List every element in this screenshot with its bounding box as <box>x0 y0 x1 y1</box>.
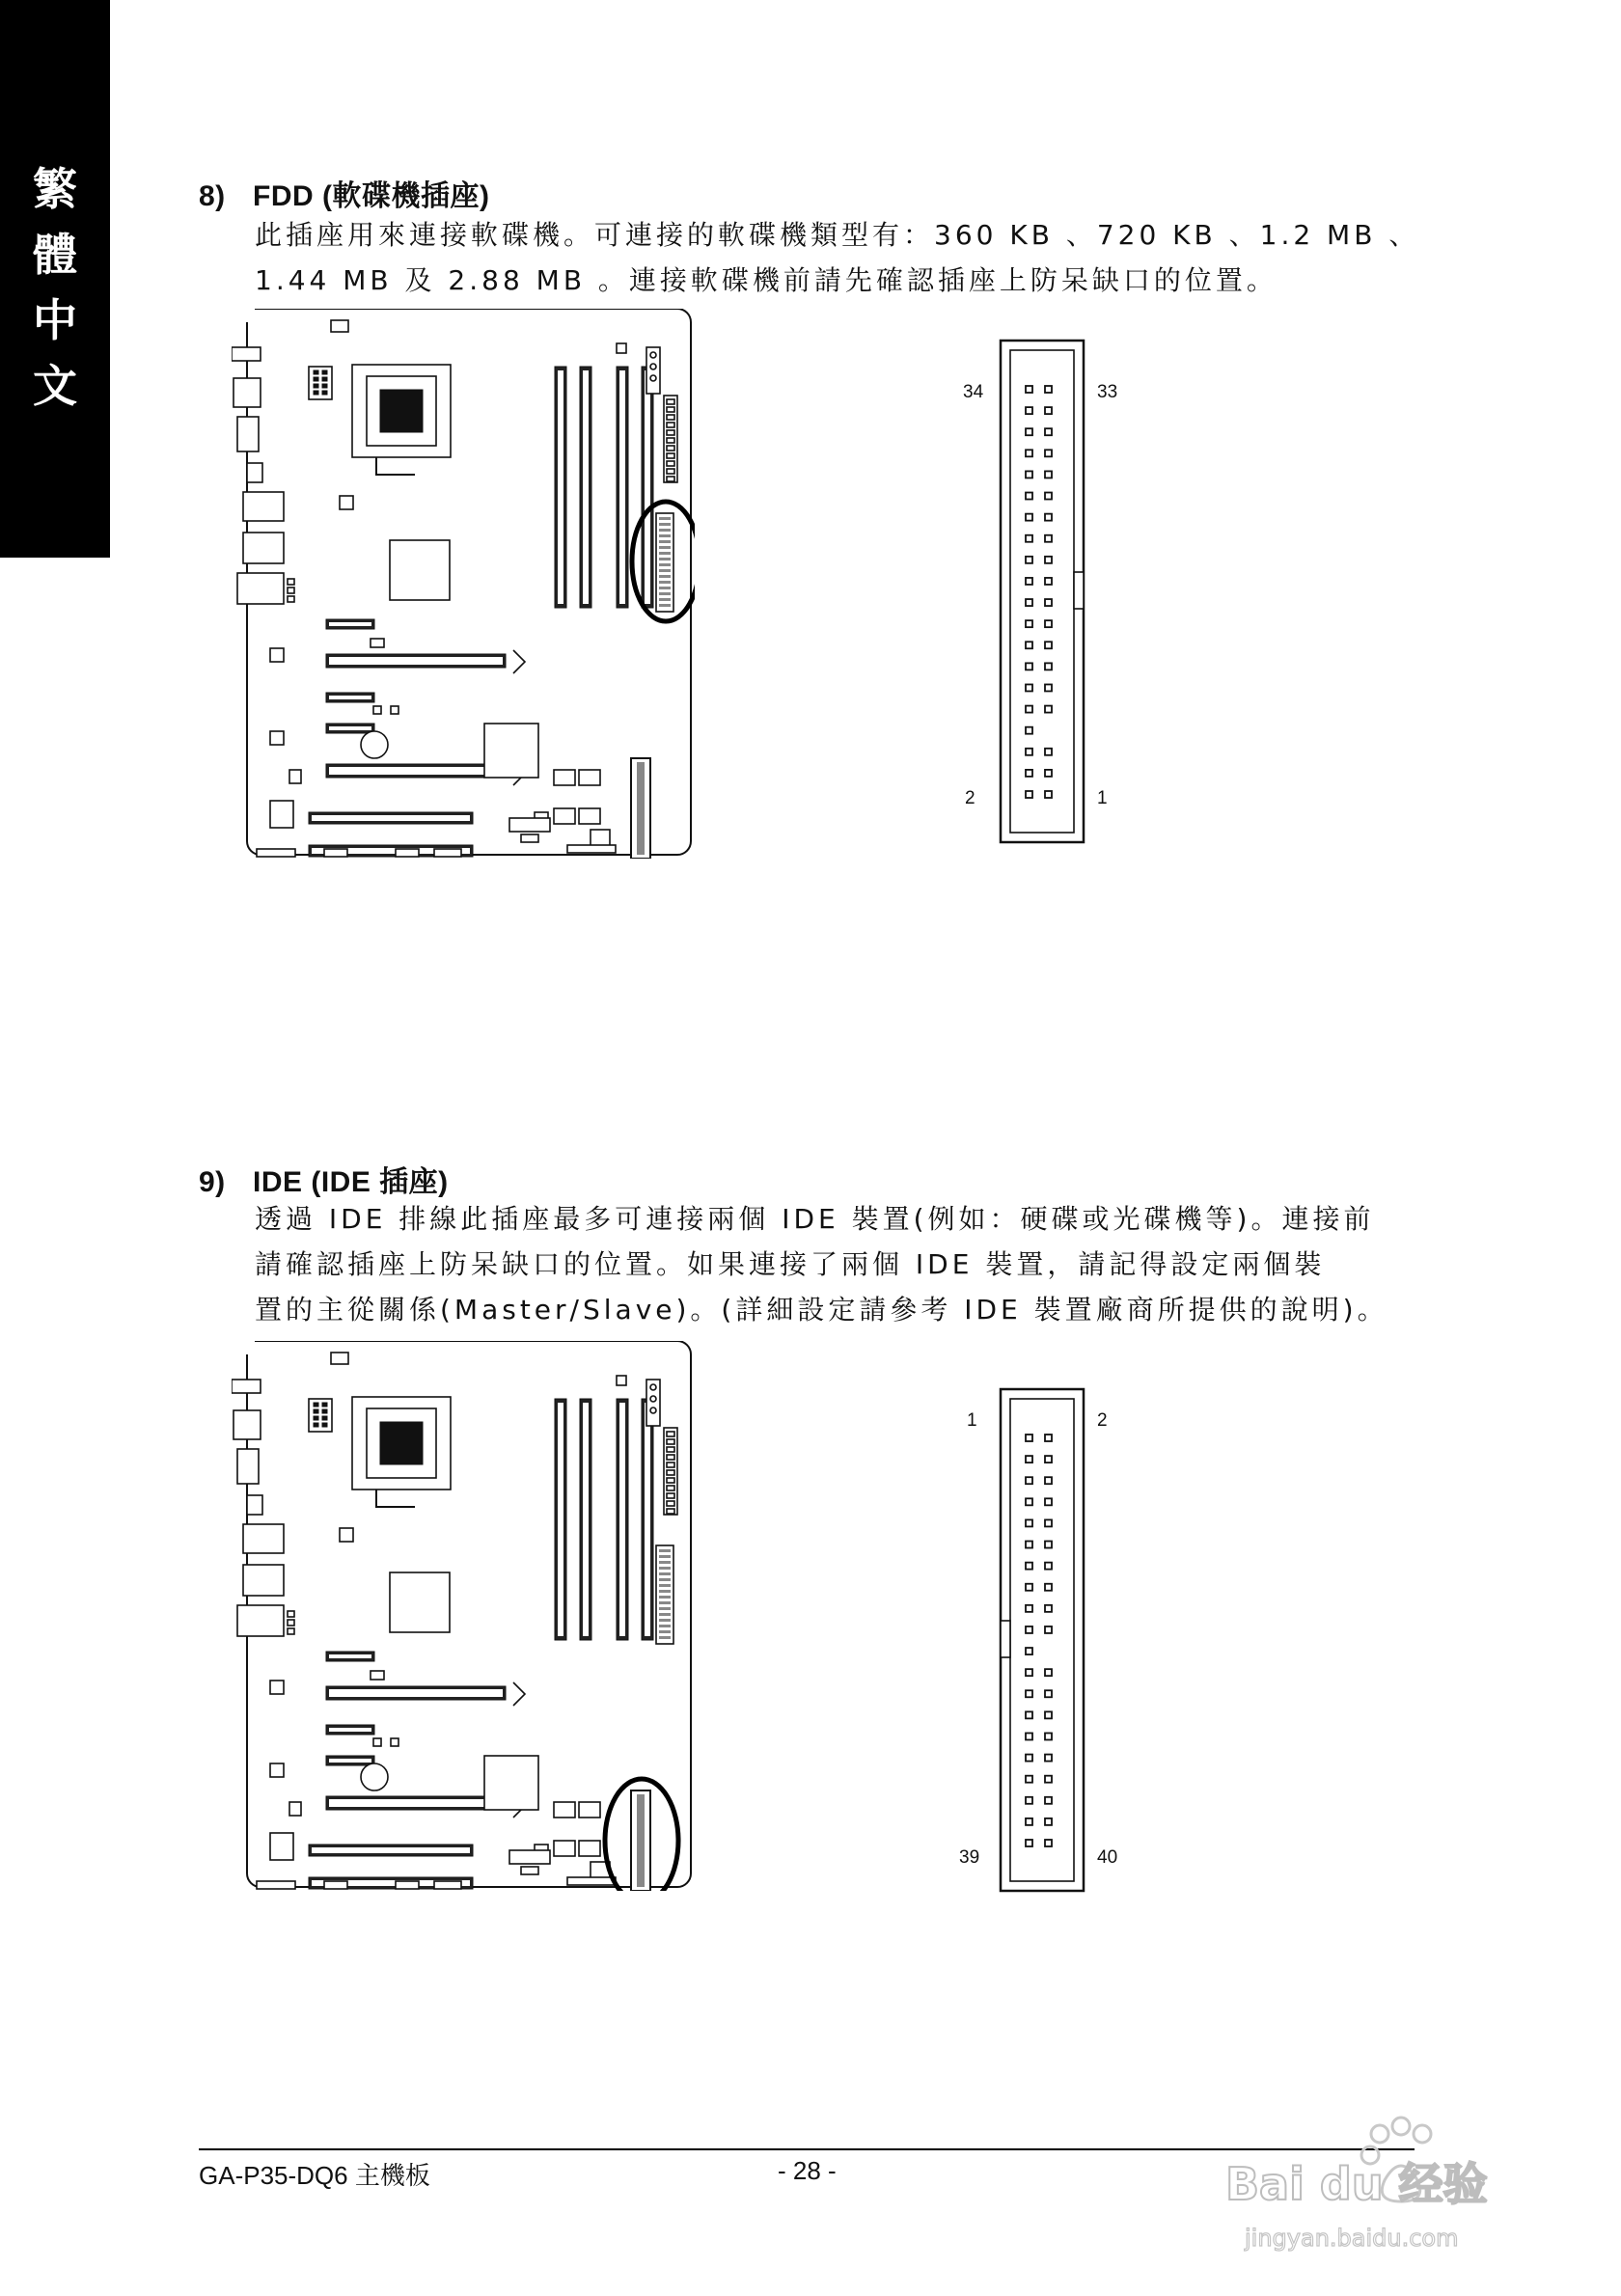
header-pin <box>650 364 656 369</box>
header-pin <box>650 375 656 381</box>
pin <box>1045 1563 1052 1570</box>
io-port <box>237 573 284 604</box>
pin <box>1045 578 1052 585</box>
pin <box>1026 1755 1032 1762</box>
fdd-pin <box>659 1584 671 1587</box>
dimm-slot-inner <box>583 370 589 604</box>
fdd-pin <box>659 604 671 607</box>
header-pin <box>650 1408 656 1413</box>
pin <box>1045 557 1052 563</box>
pin <box>1045 1519 1052 1526</box>
section-body-fdd <box>255 212 1442 303</box>
pin <box>1026 684 1032 691</box>
pin <box>1045 642 1052 648</box>
power-pin <box>667 1455 674 1460</box>
cpu-die <box>380 390 423 432</box>
io-port <box>243 1524 284 1553</box>
pin <box>1045 407 1052 414</box>
pin <box>1045 1626 1052 1633</box>
pin <box>1045 1776 1052 1783</box>
dimm-slot-inner <box>645 1403 650 1636</box>
baidu-watermark-logo <box>1216 2113 1553 2257</box>
sata-connector <box>554 1802 575 1818</box>
pin <box>1026 770 1032 777</box>
pin <box>1045 749 1052 755</box>
fan-header <box>331 1353 348 1364</box>
pin <box>1045 1669 1052 1676</box>
pin <box>1026 1840 1032 1846</box>
southbridge-chip <box>484 1756 538 1810</box>
pin <box>1026 1669 1032 1676</box>
pin <box>322 1423 327 1427</box>
io-port <box>232 1380 261 1393</box>
jumper-block <box>270 648 284 662</box>
pin <box>1045 1690 1052 1697</box>
power-pin <box>667 461 674 466</box>
pin <box>1045 1498 1052 1505</box>
io-port-jack <box>288 579 294 585</box>
pin <box>1045 620 1052 627</box>
fdd-pin <box>659 540 671 543</box>
fan-header <box>289 1802 301 1816</box>
pin <box>314 1423 318 1427</box>
cpu-die <box>380 1422 423 1464</box>
section-title: FDD (軟碟機插座) <box>253 180 490 212</box>
dimm-slot-inner <box>619 370 625 604</box>
pin-label-bottom-right: 40 <box>1097 1847 1118 1868</box>
polarity-key <box>1001 1621 1010 1657</box>
motherboard-diagram-ide <box>232 1341 695 1891</box>
cpu-fan-header <box>340 1528 353 1542</box>
fdd-pin <box>659 1590 671 1593</box>
io-port <box>247 463 262 482</box>
expansion-slot-inner <box>329 1654 371 1658</box>
pin <box>1026 1690 1032 1697</box>
expansion-slot-inner <box>329 1799 503 1807</box>
bottom-header <box>434 1881 461 1889</box>
side-tab-char: 中 <box>33 294 77 346</box>
io-port-jack <box>288 1628 294 1634</box>
pin <box>1045 791 1052 798</box>
pin <box>1026 1648 1032 1654</box>
pin <box>1026 1711 1032 1718</box>
jumper <box>373 1738 381 1746</box>
dimm-slot-inner <box>645 370 650 604</box>
power-pin <box>667 430 674 435</box>
pin <box>1026 1797 1032 1804</box>
pin <box>1026 620 1032 627</box>
pin <box>1045 386 1052 393</box>
fdd-pin <box>659 598 671 601</box>
fdd-connector <box>656 513 673 612</box>
expansion-slot-inner <box>329 696 371 699</box>
side-tab-char: 體 <box>33 229 77 281</box>
bottom-header <box>257 1881 295 1889</box>
side-tab-char: 繁 <box>33 163 77 215</box>
pin <box>1026 407 1032 414</box>
power-pin <box>667 477 674 481</box>
pin <box>322 377 327 381</box>
expansion-slot-inner <box>329 622 371 626</box>
pin <box>1026 749 1032 755</box>
pin <box>1045 493 1052 500</box>
fdd-pin <box>659 1549 671 1552</box>
pin <box>1045 514 1052 521</box>
header-pin <box>650 352 656 358</box>
bottom-header <box>324 849 347 857</box>
pin-label-top-left: 34 <box>963 382 984 402</box>
audio-chip <box>270 801 293 828</box>
bottom-header <box>257 849 295 857</box>
fdd-pin <box>659 1567 671 1570</box>
power-pin <box>667 399 674 404</box>
pin <box>1045 1733 1052 1739</box>
pin <box>1026 1477 1032 1484</box>
pin-label-bottom-left: 2 <box>965 788 975 808</box>
sata-connector <box>554 770 575 785</box>
fdd-pin <box>659 546 671 549</box>
io-port-jack <box>288 588 294 593</box>
dimm-slot-inner <box>558 1403 563 1636</box>
section-heading-ide <box>199 1158 449 1200</box>
sata-connector <box>554 1841 575 1856</box>
header-pin <box>650 1396 656 1402</box>
socket-lever <box>376 1490 415 1507</box>
bottom-header <box>434 849 461 857</box>
pin <box>1026 727 1032 734</box>
io-port <box>234 1410 261 1439</box>
jumper <box>373 706 381 714</box>
pin <box>322 391 327 395</box>
pin <box>314 370 318 374</box>
power-pin <box>667 1439 674 1444</box>
sata-connector <box>579 1841 600 1856</box>
expansion-slot-inner <box>329 767 503 775</box>
fdd-pin <box>659 1625 671 1627</box>
pin <box>1026 706 1032 713</box>
io-port <box>234 378 261 407</box>
fdd-pin <box>659 563 671 566</box>
motherboard-diagram-fdd <box>232 309 695 859</box>
cmos-battery <box>361 1763 388 1790</box>
sata-connector <box>579 770 600 785</box>
power-pin <box>667 1447 674 1452</box>
pin <box>1026 599 1032 606</box>
cpu-fan-header <box>340 496 353 509</box>
pin <box>1045 471 1052 478</box>
body-line: 請確認插座上防呆缺口的位置。如果連接了兩個 IDE 裝置，請記得設定兩個裝 <box>255 1248 1326 1280</box>
body-line: 透過 IDE 排線此插座最多可連接兩個 IDE 裝置(例如：硬碟或光碟機等)。連接前 <box>255 1203 1375 1235</box>
connector-inner <box>1010 350 1074 833</box>
small-header <box>371 639 384 647</box>
pin <box>1045 1605 1052 1612</box>
pin <box>1045 1542 1052 1548</box>
pin <box>1045 706 1052 713</box>
pin <box>314 1409 318 1413</box>
pin <box>1026 1456 1032 1462</box>
fan-header <box>289 770 301 783</box>
power-pin <box>667 1462 674 1467</box>
power-pin <box>667 1432 674 1436</box>
fdd-pin <box>659 1596 671 1599</box>
fdd-pin <box>659 1636 671 1639</box>
dimm-slot-inner <box>558 370 563 604</box>
power-pin <box>667 453 674 458</box>
pin <box>1026 471 1032 478</box>
pin <box>1045 1797 1052 1804</box>
pin <box>314 384 318 388</box>
fdd-pin <box>659 558 671 560</box>
fan-header <box>331 320 348 332</box>
fdd-pin <box>659 552 671 555</box>
expansion-slot-inner <box>329 1759 371 1763</box>
body-line: 置的主從關係(Master/Slave)。(詳細設定請參考 IDE 裝置廠商所提供的說明)。 <box>255 1294 1388 1326</box>
pin <box>1045 599 1052 606</box>
section-number: 9) <box>199 1166 226 1198</box>
ide-connector-pins <box>637 1794 645 1887</box>
io-port-jack <box>288 596 294 602</box>
pin <box>1045 1840 1052 1846</box>
pin <box>314 1416 318 1420</box>
connector-inner <box>1010 1399 1074 1881</box>
fdd-pin <box>659 523 671 526</box>
power-pin <box>667 423 674 427</box>
pin <box>1026 578 1032 585</box>
slot-latch <box>513 650 525 673</box>
fdd-pin <box>659 1607 671 1610</box>
fdd-pin <box>659 1578 671 1581</box>
pin <box>1045 1435 1052 1441</box>
atx-12v-connector <box>309 1399 332 1432</box>
pin <box>1026 1818 1032 1825</box>
sata-connector <box>579 1802 600 1818</box>
io-port-jack <box>288 1611 294 1617</box>
power-pin <box>667 1509 674 1514</box>
pin-label-bottom-left: 39 <box>959 1847 980 1868</box>
pin-label-top-left: 1 <box>967 1410 977 1431</box>
pin <box>1045 663 1052 670</box>
fdd-pin <box>659 1601 671 1604</box>
pin <box>1045 1711 1052 1718</box>
pin <box>314 377 318 381</box>
pin <box>1026 428 1032 435</box>
io-port <box>237 1605 284 1636</box>
pin <box>1026 791 1032 798</box>
sata-connector <box>579 808 600 824</box>
watermark-brand: Bai du 经验 <box>1225 2158 1488 2210</box>
jumper <box>391 1738 398 1746</box>
fdd-pin <box>659 592 671 595</box>
bottom-header <box>396 849 419 857</box>
section-title: IDE (IDE 插座) <box>253 1166 449 1198</box>
pin <box>1026 1733 1032 1739</box>
expansion-slot-inner <box>312 1847 470 1853</box>
pin <box>1045 1477 1052 1484</box>
io-port <box>247 1495 262 1515</box>
pin <box>1026 1776 1032 1783</box>
pin-label-top-right: 33 <box>1097 382 1118 402</box>
body-line: 此插座用來連接軟碟機。可連接的軟碟機類型有：360 KB 、720 KB 、1.2 MB 、 <box>255 219 1420 251</box>
polarity-key <box>1074 572 1084 609</box>
io-port <box>237 1449 259 1484</box>
power-pin <box>667 415 674 420</box>
bottom-header <box>567 845 616 853</box>
jumper <box>617 343 626 353</box>
fdd-pin <box>659 1613 671 1616</box>
section-number: 8) <box>199 180 226 212</box>
pin <box>1045 1818 1052 1825</box>
expansion-slot-inner <box>329 1689 503 1697</box>
ide-connector-pinout <box>946 1370 1139 1929</box>
slot-latch <box>513 1682 525 1706</box>
pin <box>1026 1584 1032 1591</box>
fdd-pin <box>659 1561 671 1564</box>
northbridge-chip <box>390 540 450 600</box>
power-pin <box>667 1486 674 1490</box>
pin <box>314 1403 318 1407</box>
ide-connector-pins <box>637 762 645 855</box>
fdd-pin <box>659 1630 671 1633</box>
fdd-pin <box>659 1619 671 1622</box>
pin <box>314 391 318 395</box>
pin <box>1045 1584 1052 1591</box>
side-tab-char: 文 <box>33 360 77 412</box>
pin <box>1026 1498 1032 1505</box>
expansion-slot-inner <box>312 815 470 821</box>
pin <box>1026 386 1032 393</box>
pin-label-top-right: 2 <box>1097 1410 1108 1431</box>
small-header <box>371 1671 384 1680</box>
pin <box>1026 557 1032 563</box>
pin <box>322 384 327 388</box>
front-panel-header <box>509 818 550 832</box>
expansion-slot-inner <box>329 1728 371 1732</box>
pin <box>1045 1755 1052 1762</box>
power-pin <box>667 446 674 451</box>
pin <box>1045 684 1052 691</box>
fdd-connector-pinout <box>946 333 1139 854</box>
pin <box>1026 450 1032 456</box>
pin <box>1026 514 1032 521</box>
fdd-pin <box>659 534 671 537</box>
northbridge-chip <box>390 1572 450 1632</box>
pin <box>1026 642 1032 648</box>
pin <box>322 370 327 374</box>
pin <box>1026 1519 1032 1526</box>
section-body-ide <box>255 1196 1442 1332</box>
jumper-block <box>270 1763 284 1777</box>
footer-model: GA-P35-DQ6 主機板 <box>199 2161 430 2190</box>
power-pin <box>667 1493 674 1498</box>
bottom-header <box>521 1867 538 1874</box>
pin <box>1026 1605 1032 1612</box>
pin <box>1026 1563 1032 1570</box>
io-port <box>237 417 259 451</box>
io-port <box>243 533 284 563</box>
pin <box>1045 450 1052 456</box>
pin <box>1045 770 1052 777</box>
language-side-tab <box>0 0 110 558</box>
fdd-pin <box>659 1555 671 1558</box>
fdd-pin <box>659 587 671 589</box>
footer-page-number: - 28 - <box>778 2156 837 2185</box>
power-pin <box>667 1470 674 1475</box>
jumper-block <box>270 731 284 745</box>
pin <box>1045 428 1052 435</box>
power-pin <box>667 1478 674 1483</box>
pin <box>1045 535 1052 542</box>
front-panel-header <box>509 1850 550 1864</box>
pin <box>322 1409 327 1413</box>
fdd-pin <box>659 517 671 520</box>
power-pin <box>667 469 674 474</box>
fdd-connector <box>656 1545 673 1644</box>
dimm-slot-inner <box>619 1403 625 1636</box>
jumper-block <box>270 1681 284 1694</box>
atx-12v-connector <box>309 367 332 399</box>
pin <box>1026 1542 1032 1548</box>
pin <box>1026 1626 1032 1633</box>
power-pin <box>667 438 674 443</box>
bottom-header <box>567 1877 616 1885</box>
sata-connector <box>554 808 575 824</box>
bottom-header <box>396 1881 419 1889</box>
bottom-header <box>324 1881 347 1889</box>
io-port-jack <box>288 1620 294 1626</box>
expansion-slot-inner <box>329 726 371 730</box>
power-pin <box>667 407 674 412</box>
pin <box>322 1416 327 1420</box>
jumper <box>391 706 398 714</box>
pin <box>1026 535 1032 542</box>
io-port <box>243 1565 284 1596</box>
pin <box>322 1403 327 1407</box>
section-heading-fdd <box>199 172 489 214</box>
power-pin <box>667 1501 674 1506</box>
fdd-pin <box>659 569 671 572</box>
bottom-header <box>521 834 538 842</box>
socket-lever <box>376 457 415 475</box>
dimm-slot-inner <box>583 1403 589 1636</box>
fdd-pin <box>659 575 671 578</box>
fdd-pin <box>659 529 671 532</box>
southbridge-chip <box>484 724 538 778</box>
io-port <box>243 492 284 521</box>
io-port <box>232 347 261 361</box>
pin <box>1026 663 1032 670</box>
pin-label-bottom-right: 1 <box>1097 788 1108 808</box>
pin <box>1026 493 1032 500</box>
audio-chip <box>270 1833 293 1860</box>
expansion-slot-inner <box>329 657 503 665</box>
body-line: 1.44 MB 及 2.88 MB 。連接軟碟機前請先確認插座上防呆缺口的位置。 <box>255 264 1278 296</box>
cmos-battery <box>361 731 388 758</box>
watermark-url: jingyan.baidu.com <box>1245 2225 1459 2252</box>
fdd-pin <box>659 1572 671 1575</box>
header-pin <box>650 1384 656 1390</box>
pin <box>1045 1456 1052 1462</box>
pin <box>1026 1435 1032 1441</box>
fdd-pin <box>659 581 671 584</box>
jumper <box>617 1376 626 1385</box>
